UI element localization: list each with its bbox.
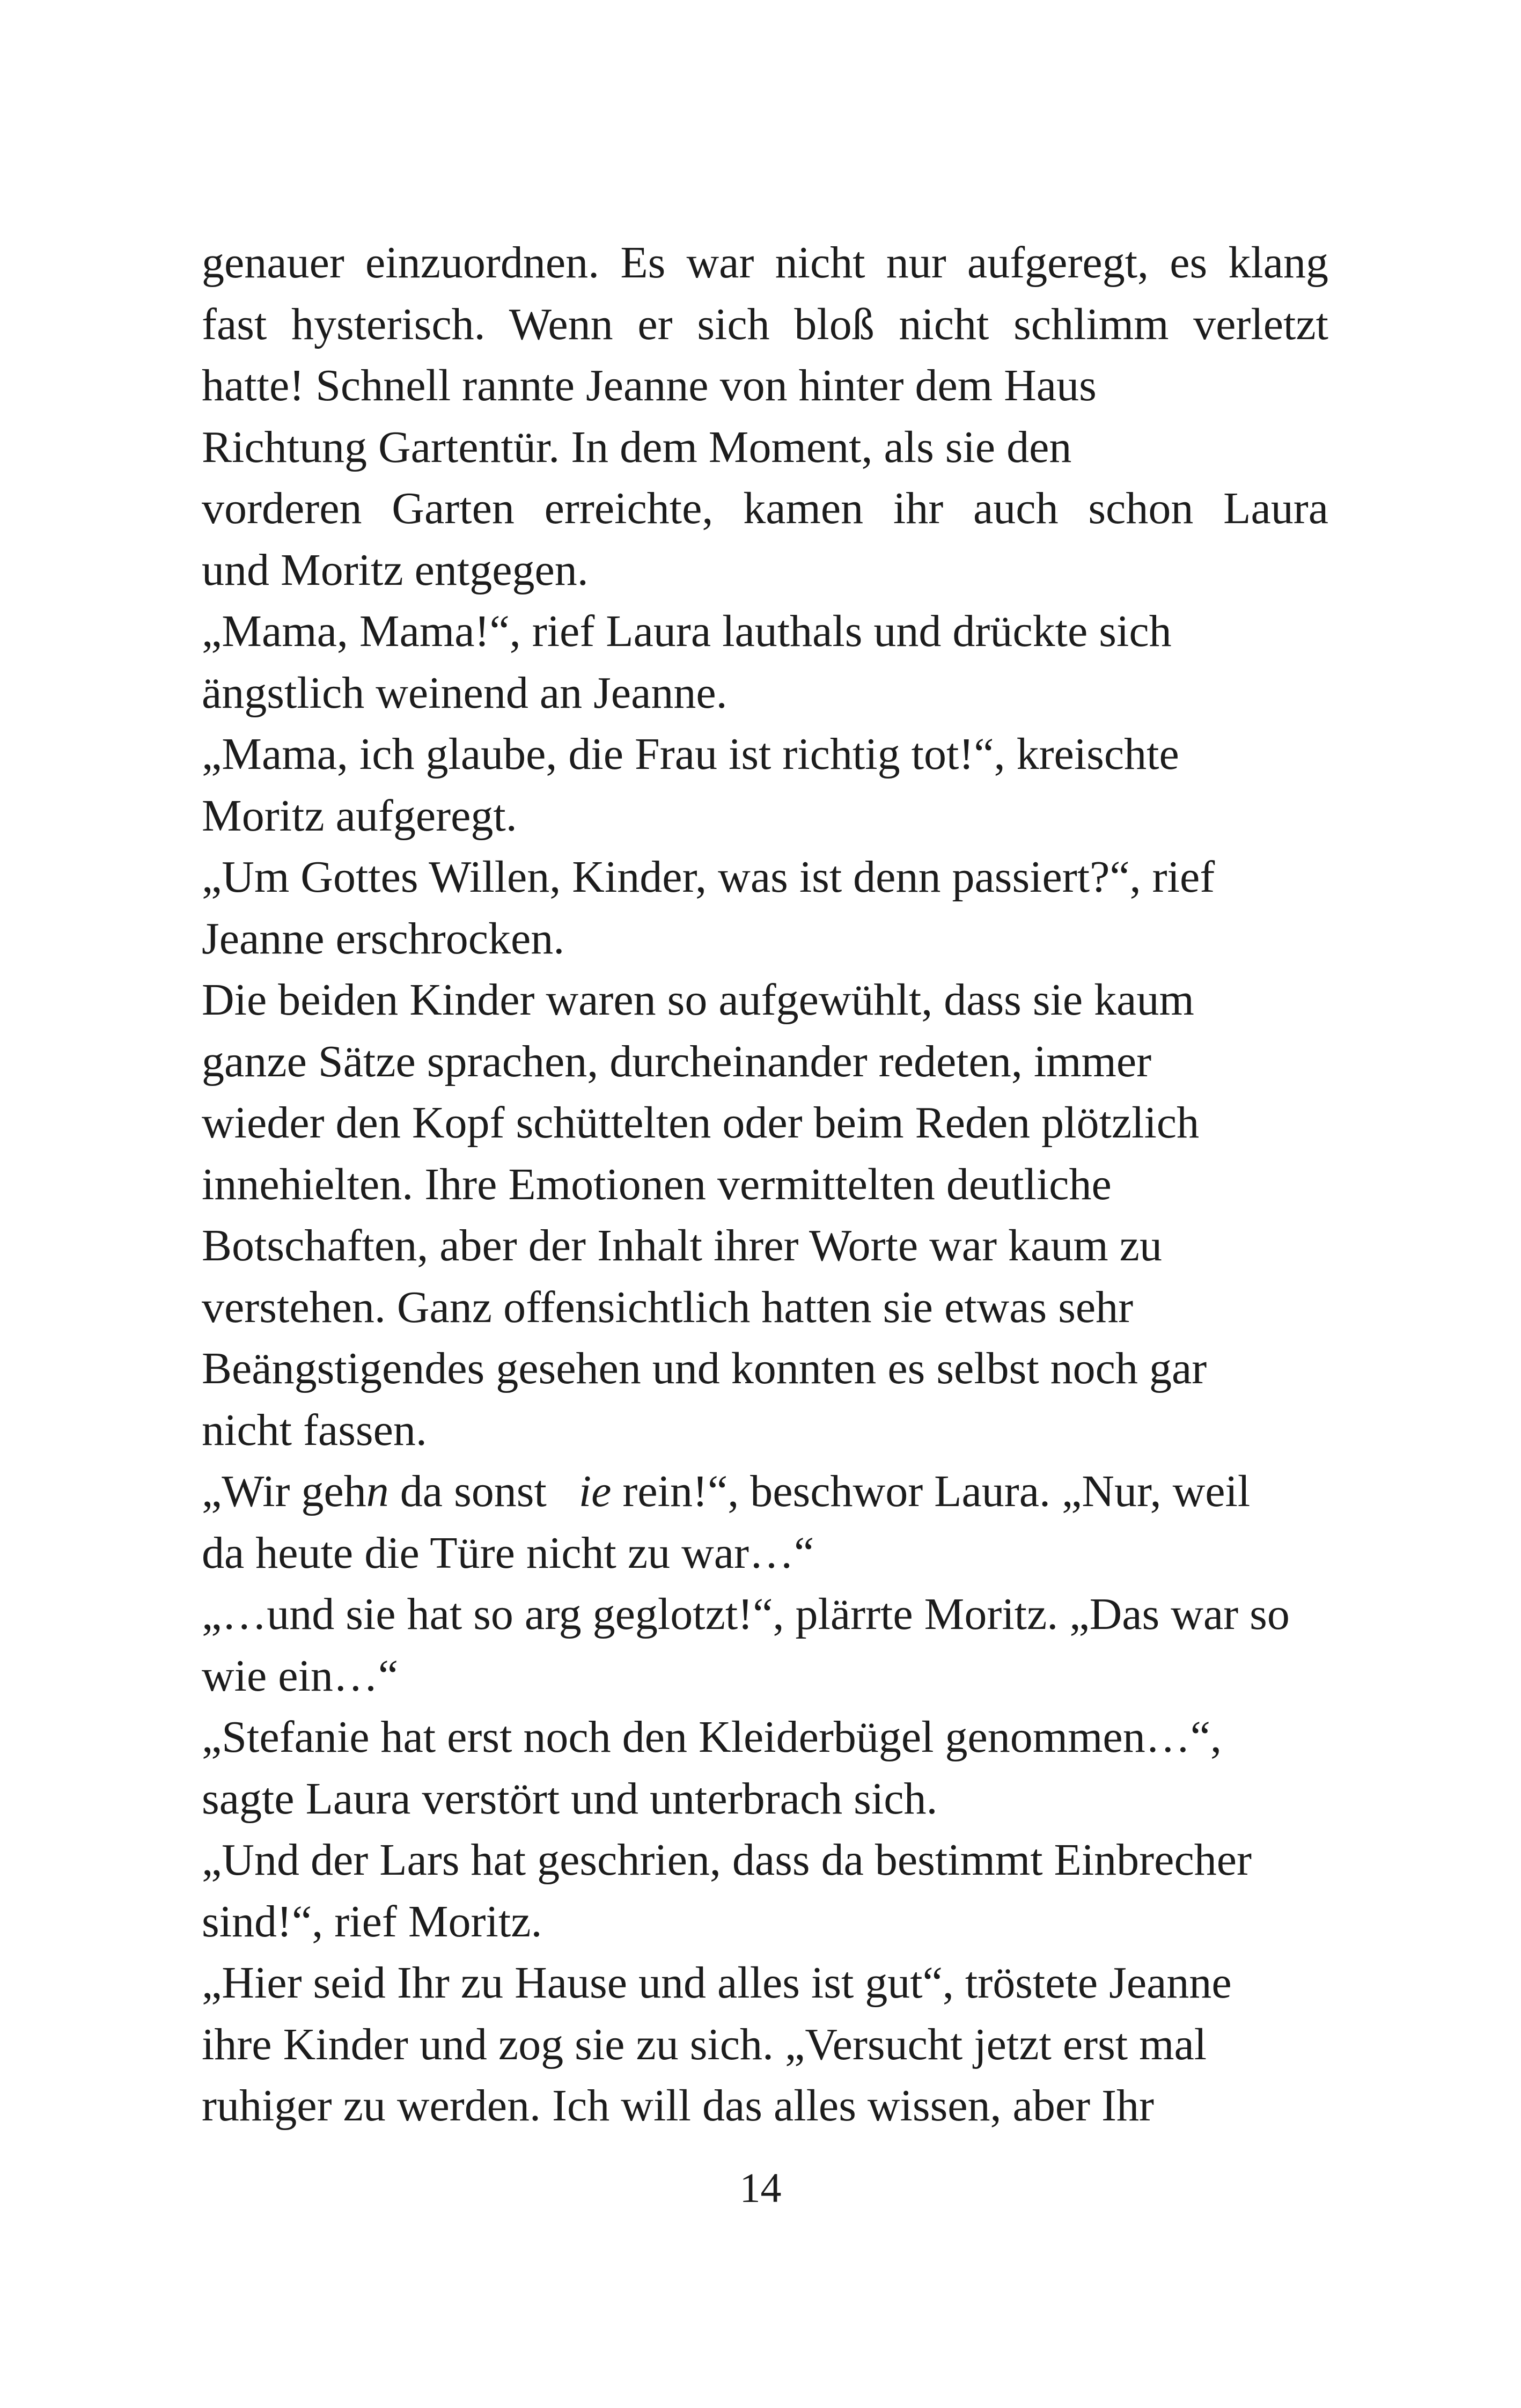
- text-line-mixed: [202, 1461, 1328, 1523]
- text-line: „…und sie hat so arg geglotzt!“, plärrte Moritz. „Das war so: [202, 1589, 1290, 1639]
- text-line: und Moritz entgegen.: [202, 545, 589, 595]
- text-line: Die beiden Kinder waren so aufgewühlt, dass sie kaum: [202, 975, 1194, 1025]
- text-fragment: rein!“, beschwor Laura. „Nur, weil: [611, 1466, 1251, 1516]
- text-line: innehielten. Ihre Emotionen vermittelten deutliche: [202, 1159, 1112, 1209]
- text-line: „Mama, ich glaube, die Frau ist richtig tot!“, kreischte: [202, 729, 1179, 779]
- text-line: sagte Laura verstört und unterbrach sich.: [202, 1773, 938, 1824]
- text-line: ängstlich weinend an Jeanne.: [202, 667, 728, 718]
- text-line: hatte! Schnell rannte Jeanne von hinter dem Haus: [202, 361, 1097, 410]
- text-line: da heute die Türe nicht zu war…“: [202, 1528, 814, 1578]
- text-line: Jeanne erschrocken.: [202, 913, 565, 964]
- text-line: „Und der Lars hat geschrien, dass da bestimmt Einbrecher: [202, 1835, 1252, 1885]
- text-line: vorderen Garten erreichte, kamen ihr auch schon Laura: [202, 483, 1328, 533]
- text-line: ihre Kinder und zog sie zu sich. „Versucht jetzt erst mal: [202, 2019, 1207, 2069]
- text-line: ganze Sätze sprachen, durcheinander redeten, immer: [202, 1036, 1152, 1086]
- text-line: nicht fassen.: [202, 1405, 427, 1455]
- text-line: „Um Gottes Willen, Kinder, was ist denn passiert?“, rief: [202, 852, 1215, 902]
- text-line: wie ein…“: [202, 1650, 399, 1701]
- text-line: „Mama, Mama!“, rief Laura lauthals und drückte sich: [202, 606, 1172, 656]
- text-fragment: „Wir geh: [202, 1466, 366, 1516]
- text-line: Beängstigendes gesehen und konnten es selbst noch gar: [202, 1344, 1207, 1393]
- page-number: 14: [739, 2164, 782, 2211]
- text-line: genauer einzuordnen. Es war nicht nur aufgeregt, es klang: [202, 238, 1328, 288]
- text-line: „Stefanie hat erst noch den Kleiderbügel genommen…“,: [202, 1712, 1222, 1762]
- text-line: „Hier seid Ihr zu Hause und alles ist gut“, tröstete Jeanne: [202, 1958, 1232, 2008]
- text-fragment: da sonst: [388, 1466, 547, 1516]
- text-fragment-italic: n: [366, 1466, 389, 1516]
- text-line: Moritz aufgeregt.: [202, 790, 517, 841]
- text-fragment-italic: ie: [578, 1466, 612, 1516]
- text-line: Richtung Gartentür. In dem Moment, als sie den: [202, 422, 1072, 472]
- text-line: ruhiger zu werden. Ich will das alles wissen, aber Ihr: [202, 2081, 1155, 2131]
- text-line: fast hysterisch. Wenn er sich bloß nicht schlimm verletzt: [202, 299, 1328, 349]
- body-text: [202, 232, 1328, 2137]
- text-line: verstehen. Ganz offensichtlich hatten sie etwas sehr: [202, 1282, 1134, 1332]
- text-line: sind!“, rief Moritz.: [202, 1896, 542, 1947]
- text-line: wieder den Kopf schüttelten oder beim Reden plötzlich: [202, 1098, 1200, 1148]
- text-line: Botschaften, aber der Inhalt ihrer Worte war kaum zu: [202, 1221, 1162, 1271]
